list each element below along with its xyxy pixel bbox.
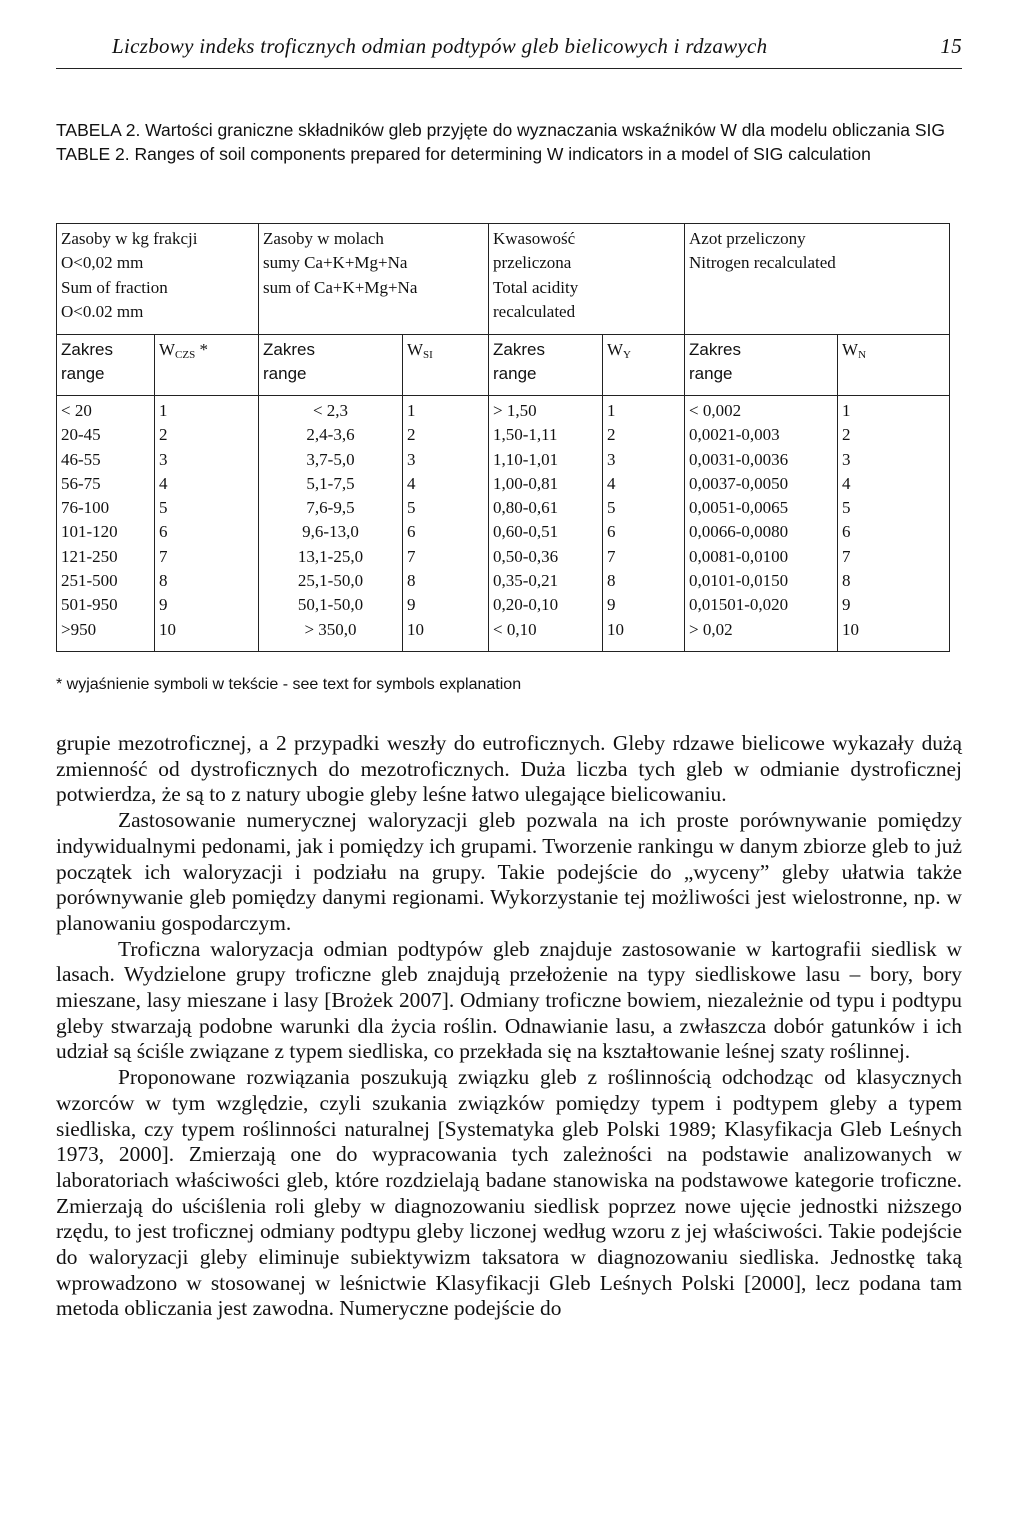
table-footnote: * wyjaśnienie symboli w tekście - see text for symbols explanation xyxy=(56,676,522,693)
score-value: 2 xyxy=(159,425,168,445)
score-value: 8 xyxy=(607,571,616,591)
table-caption xyxy=(56,118,962,166)
body-text xyxy=(56,731,962,1322)
range-value: 13,1-25,0 xyxy=(297,546,364,566)
score-value: 4 xyxy=(159,473,168,493)
range-value: 0,0037-0,0050 xyxy=(689,473,789,493)
range-value: > 0,02 xyxy=(689,619,733,639)
range-value: 101-120 xyxy=(61,522,118,542)
score-value: 7 xyxy=(842,546,851,566)
w-header: $W_{CZS}$ * xyxy=(155,335,259,396)
range-value: 1,50-1,11 xyxy=(493,425,558,445)
range-header: Zakres range xyxy=(685,335,838,396)
score-value: 10 xyxy=(607,619,624,639)
range-header: Zakres range xyxy=(259,335,403,396)
range-value: 50,1-50,0 xyxy=(297,595,364,615)
group-header: Zasoby w molach sumy Ca+K+Mg+Na sum of Ca+K+Mg+Na xyxy=(259,224,489,335)
score-value: 7 xyxy=(607,546,616,566)
range-value: 0,01501-0,020 xyxy=(689,595,789,615)
range-value: 0,0101-0,0150 xyxy=(689,571,789,591)
score-column xyxy=(403,396,489,652)
paragraph: grupie mezotroficznej, a 2 przypadki weszły do eutroficznych. Gleby rdzawe bielicowe wykazały dużą zmienność od dystroficznych do mezotroficznych. Duża liczba tych gleb w odmianie dystroficznej potwierdza, że są to z natury ubogie gleby leśne łatwo ulegające bielicowaniu. xyxy=(56,731,962,807)
range-column xyxy=(57,396,155,652)
page-number: 15 xyxy=(940,34,962,58)
score-value: 9 xyxy=(407,595,416,615)
running-title: Liczbowy indeks troficznych odmian podtypów gleb bielicowych i rdzawych xyxy=(112,34,768,58)
range-value: 0,60-0,51 xyxy=(493,522,559,542)
caption-polish: TABELA 2. Wartości graniczne składników gleb przyjęte do wyznaczania wskaźników W dla modelu obliczania SIG xyxy=(56,120,946,140)
score-value: 10 xyxy=(842,619,860,639)
score-value: 5 xyxy=(842,498,851,518)
column-header-row xyxy=(57,335,950,396)
group-header: Azot przeliczony Nitrogen recalculated xyxy=(685,224,950,335)
score-value: 7 xyxy=(407,546,416,566)
range-value: 7,6-9,5 xyxy=(306,498,355,518)
range-header: Zakres range xyxy=(489,335,603,396)
score-column xyxy=(838,396,950,652)
range-value: > 350,0 xyxy=(304,619,357,639)
range-header: Zakres range xyxy=(57,335,155,396)
range-value: 9,6-13,0 xyxy=(302,522,359,542)
score-value: 2 xyxy=(842,425,851,445)
score-value: 2 xyxy=(607,425,616,445)
running-header xyxy=(56,34,962,69)
range-value: 251-500 xyxy=(61,571,118,591)
range-value: < 2,3 xyxy=(312,401,349,420)
range-value: 3,7-5,0 xyxy=(306,449,355,469)
score-value: 8 xyxy=(159,571,168,591)
range-value: 1,10-1,01 xyxy=(493,449,559,469)
score-value: 2 xyxy=(407,425,416,445)
range-value: 25,1-50,0 xyxy=(297,571,364,591)
score-value: 3 xyxy=(407,449,416,469)
score-value: 3 xyxy=(842,449,851,469)
score-value: 1 xyxy=(407,401,416,420)
w-header: $W_{SI}$ xyxy=(403,335,489,396)
score-value: 4 xyxy=(407,473,416,493)
range-value: 0,20-0,10 xyxy=(493,595,559,615)
range-value: 20-45 xyxy=(61,425,101,445)
range-column xyxy=(685,396,838,652)
score-value: 1 xyxy=(842,401,851,420)
paragraph: Zastosowanie numerycznej waloryzacji gleb pozwala na ich proste porównywanie pomiędzy indywidualnymi pedonami, jak i pomiędzy ich grupami. Tworzenie rankingu w danym zbiorze gleb to już początek ich waloryzacji i podziału na grupy. Takie podejście do „wyceny” gleby ułatwia także porównywanie gleb pomiędzy danymi regionami. Wykorzystanie tej możliwości jest wielostronne, np. w planowaniu gospodarczym. xyxy=(56,808,962,935)
range-value: 5,1-7,5 xyxy=(306,473,355,493)
score-value: 5 xyxy=(159,498,168,518)
score-value: 8 xyxy=(407,571,416,591)
range-value: 46-55 xyxy=(61,449,101,469)
score-value: 1 xyxy=(159,401,168,420)
range-value: 2,4-3,6 xyxy=(306,425,355,445)
group-header: Zasoby w kg frakcji O<0,02 mm Sum of fraction O<0.02 mm xyxy=(57,224,259,335)
score-value: 9 xyxy=(159,595,168,615)
range-value: 0,0031-0,0036 xyxy=(689,449,789,469)
range-value: 0,50-0,36 xyxy=(493,546,559,566)
score-value: 5 xyxy=(607,498,616,518)
range-value: 56-75 xyxy=(61,473,101,493)
score-value: 3 xyxy=(607,449,616,469)
score-value: 9 xyxy=(607,595,616,615)
group-header-row xyxy=(57,224,950,335)
score-value: 10 xyxy=(159,619,176,639)
range-value: 0,0081-0,0100 xyxy=(689,546,789,566)
score-value: 1 xyxy=(607,401,616,420)
score-value: 5 xyxy=(407,498,416,518)
range-value: < 20 xyxy=(61,401,92,420)
score-value: 9 xyxy=(842,595,851,615)
range-value: > 1,50 xyxy=(493,401,537,420)
range-value: < 0,10 xyxy=(493,619,537,639)
score-value: 4 xyxy=(607,473,616,493)
score-value: 8 xyxy=(842,571,851,591)
values-row xyxy=(57,396,950,652)
score-value: 4 xyxy=(842,473,851,493)
range-value: 0,0051-0,0065 xyxy=(689,498,789,518)
range-value: 76-100 xyxy=(61,498,110,518)
w-header: $W_Y$ xyxy=(603,335,685,396)
score-value: 6 xyxy=(407,522,416,542)
score-value: 6 xyxy=(607,522,616,542)
range-value: 0,0021-0,003 xyxy=(689,425,780,445)
range-value: 501-950 xyxy=(61,595,118,615)
range-value: >950 xyxy=(61,619,97,639)
paragraph: Proponowane rozwiązania poszukują związku gleb z roślinnością odchodząc od klasycznych wzorców w tym względzie, czyli szukania związków pomiędzy typem i podtypem gleby a typem siedliska, czy typem roślinności naturalnej [Systematyka gleb Polski 1989; Klasyfikacja Gleb Leśnych 1973, 2000]. Zmierzają one do wypracowania tych zależności na podstawie analizowanych w laboratoriach właściwości gleb, które rozdzielają badane stanowiska na podstawowe kategorie troficzne. Zmierzają do uściślenia roli gleby w diagnozowaniu siedlisk poprzez nowe ujęcie jednostki niższego rzędu, to jest troficznej odmiany podtypu gleby liczonej według wzoru z jej właściwości. Takie podejście do waloryzacji gleby eliminuje subiektywizm taksatora w diagnozowaniu siedliska. Jednostkę taką wprowadzono w stosowanej w leśnictwie Klasyfikacji Gleb Leśnych Polski [2000], lecz podana tam metoda obliczania jest zawodna. Numeryczne podejście do xyxy=(56,1065,962,1321)
score-value: 6 xyxy=(159,522,168,542)
range-value: 0,80-0,61 xyxy=(493,498,559,518)
range-value: 0,0066-0,0080 xyxy=(689,522,789,542)
score-column xyxy=(603,396,685,652)
range-value: 121-250 xyxy=(61,546,118,566)
range-value: < 0,002 xyxy=(689,401,742,420)
w-header: $W_N$ xyxy=(838,335,950,396)
score-value: 7 xyxy=(159,546,168,566)
range-value: 1,00-0,81 xyxy=(493,473,559,493)
group-header: Kwasowość przeliczona Total acidity recalculated xyxy=(489,224,685,335)
range-column xyxy=(489,396,603,652)
caption-english: TABLE 2. Ranges of soil components prepared for determining W indicators in a model of SIG calculation xyxy=(56,144,871,164)
score-value: 6 xyxy=(842,522,851,542)
paragraph: Troficzna waloryzacja odmian podtypów gleb znajduje zastosowanie w kartografii siedlisk w lasach. Wydzielone grupy troficzne gleb znajdują przełożenie na typy siedliskowe lasu – bory, bory mieszane, lasy mieszane i lasy [Brożek 2007]. Odmiany troficzne bowiem, niezależnie od typu i podtypu gleby stwarzają podobne warunki dla życia roślin. Odnawianie lasu, a zwłaszcza dobór gatunków i ich udział są ściśle związane z typem siedliska, co przekłada się na kształtowanie leśnej szaty roślinnej. xyxy=(56,936,962,1064)
score-value: 3 xyxy=(159,449,168,469)
soil-ranges-table xyxy=(56,223,950,652)
score-column xyxy=(155,396,259,652)
range-column xyxy=(259,396,403,652)
score-value: 10 xyxy=(407,619,424,639)
range-value: 0,35-0,21 xyxy=(493,571,559,591)
